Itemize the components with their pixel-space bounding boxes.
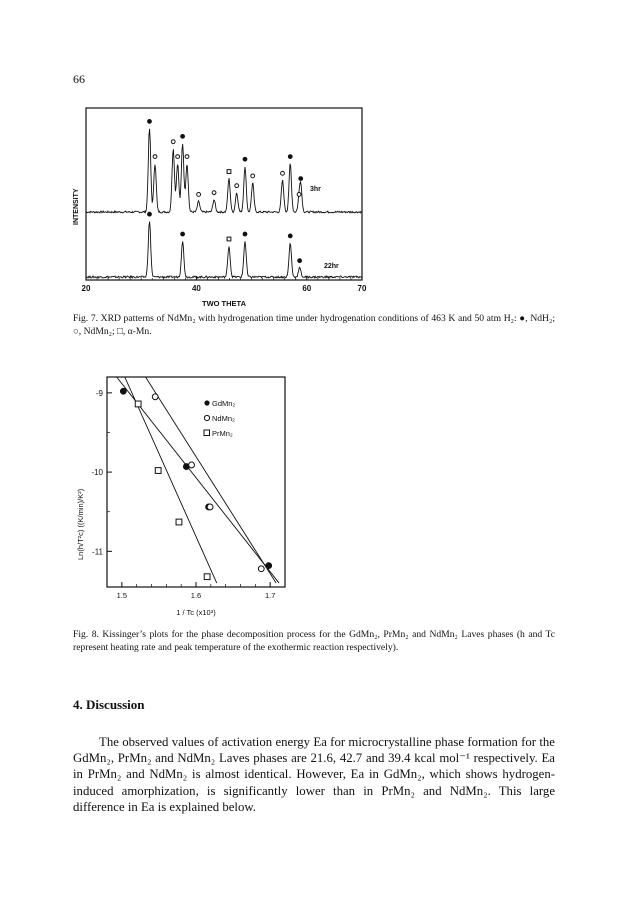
y-tick-label: -10 (91, 468, 103, 478)
fit-line (146, 377, 277, 583)
x-tick-label: 1.6 (190, 591, 202, 600)
legend (204, 399, 235, 438)
section-heading: 4. Discussion (73, 697, 145, 712)
data-point (120, 388, 126, 394)
y-tick-label: -11 (92, 547, 103, 557)
peak-marker (281, 171, 285, 175)
y-axis-label: Ln(h/T²c) ((K/min)/K²) (76, 488, 85, 560)
peak-marker (212, 191, 216, 195)
fit-lines (117, 377, 279, 583)
fit-line (117, 377, 279, 583)
xrd-curve-22hr (86, 222, 362, 278)
x-tick-label: 1.5 (116, 591, 128, 600)
figure-7-caption (73, 313, 555, 338)
page-number: 66 (73, 72, 85, 86)
x-tick-label: 60 (302, 284, 312, 293)
fit-line (125, 377, 217, 583)
y-axis-label: INTENSITY (73, 188, 80, 225)
xrd-curves (86, 129, 362, 278)
peak-marker (185, 155, 189, 159)
x-tick-label: 40 (191, 284, 201, 293)
figure-8-caption-text: Fig. 8. Kissinger’s plots for the phase decomposition process for the GdMn₂, PrMn₂ and NdMn₂ Laves phases (h and Tc represent heating rate and peak temperature of the exothermic reaction respectively). (73, 629, 555, 653)
peak-marker (298, 259, 302, 263)
peak-marker (148, 212, 152, 216)
y-tick-label: -9 (95, 388, 103, 398)
data-point (204, 574, 210, 580)
x-tick-label: 20 (81, 284, 91, 293)
legend-marker-prmn2 (204, 430, 210, 436)
peak-marker (181, 134, 185, 138)
legend-marker-ndmn2 (204, 415, 209, 420)
peak-marker (148, 120, 152, 124)
data-point (155, 468, 161, 474)
peak-marker (251, 174, 255, 178)
legend-label-ndmn2: NdMn₂ (212, 414, 235, 423)
xrd-curve-3hr (86, 129, 362, 213)
peak-marker (243, 232, 247, 236)
figure-7-caption-text: Fig. 7. XRD patterns of NdMn₂ with hydrogenation time under hydrogenation conditions of 463 K and 50 atm H₂: ●, NdH₂; ○, NdMn₂; □, α-Mn. (73, 313, 555, 337)
x-tick-label: 1.7 (264, 591, 276, 600)
x-axis-label: TWO THETA (201, 299, 247, 308)
x-axis-label: 1 / Tc (x10³) (176, 608, 216, 617)
data-point (207, 504, 213, 510)
axis-ticks (91, 389, 275, 600)
curve-label-22hr: 22hr (324, 263, 339, 270)
peak-marker (197, 193, 201, 197)
discussion-paragraph: The observed values of activation energy Ea for microcrystalline phase formation for the GdMn₂, PrMn₂ and NdMn₂ Laves phases are 21.6, 42.7 and 39.4 kcal mol⁻¹ respectively. Ea in PrMn₂ and NdMn₂ is almost identical. However, Ea in GdMn₂, which shows hydrogen-induced amorphization, is significantly lower than in PrMn₂ and NdMn₂. This large difference in Ea is explained below. (73, 735, 555, 814)
data-point (176, 519, 182, 525)
x-tick-label: 70 (357, 284, 367, 293)
legend-marker-gdmn2 (204, 400, 209, 405)
data-point (135, 401, 141, 407)
peak-marker (299, 177, 303, 181)
data-point (266, 563, 272, 569)
peak-marker (171, 140, 175, 144)
peak-marker (288, 234, 292, 238)
peak-marker (235, 184, 239, 188)
peak-marker (288, 155, 292, 159)
peak-marker (227, 237, 231, 241)
figure-7-xrd-chart (70, 100, 370, 314)
peak-marker (297, 193, 301, 197)
peak-marker (153, 155, 157, 159)
peak-marker (176, 155, 180, 159)
figure-8-kissinger-chart (70, 372, 292, 622)
plot-frame (86, 108, 362, 280)
legend-label-prmn2: PrMn₂ (212, 429, 233, 438)
peak-markers (148, 120, 303, 263)
data-point (189, 462, 195, 468)
data-point (258, 566, 264, 572)
peak-marker (243, 157, 247, 161)
peak-marker (181, 232, 185, 236)
figure-8-caption (73, 629, 555, 654)
data-point (152, 394, 158, 400)
legend-label-gdmn2: GdMn₂ (212, 399, 236, 408)
peak-marker (227, 170, 231, 174)
curve-label-3hr: 3hr (310, 186, 321, 193)
